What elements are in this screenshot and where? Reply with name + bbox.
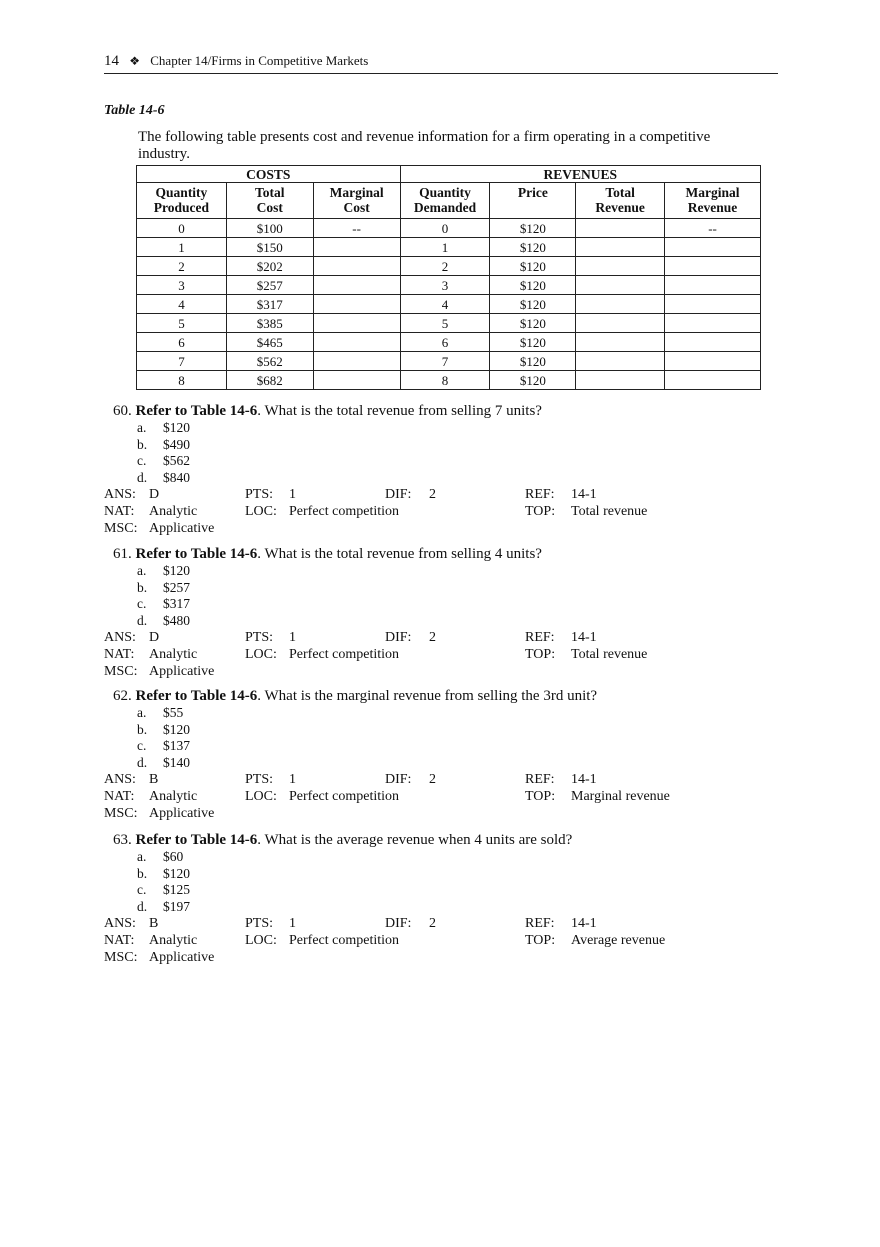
option-text: $137 (163, 738, 190, 753)
table-cell (665, 371, 761, 390)
option-text: $197 (163, 898, 190, 914)
ans-value: D (149, 630, 160, 645)
ans-value: B (149, 772, 159, 787)
option-text: $60 (163, 849, 184, 864)
running-header (104, 53, 778, 74)
diamond-separator-icon: ❖ (129, 54, 141, 68)
table-cell: 2 (137, 257, 227, 276)
option-text: $317 (163, 596, 190, 611)
msc-label: MSC: (104, 806, 138, 821)
table-cell (576, 276, 665, 295)
nat-value: Analytic (149, 933, 198, 948)
ref-label: REF: (525, 487, 555, 502)
answer-option (137, 437, 804, 454)
table-cell (665, 295, 761, 314)
table-cell: $465 (226, 333, 313, 352)
table-cell: -- (313, 219, 400, 238)
ref-value: 14-1 (571, 772, 597, 787)
dif-label: DIF: (385, 487, 412, 502)
table-cell (665, 257, 761, 276)
table-cell: -- (665, 219, 761, 238)
answer-option (137, 613, 804, 630)
answer-options (137, 705, 804, 771)
ref-label: REF: (525, 916, 555, 931)
loc-label: LOC: (245, 647, 277, 662)
top-label: TOP: (525, 647, 556, 662)
table-cell: $257 (226, 276, 313, 295)
table-cell (665, 276, 761, 295)
answer-option (137, 705, 804, 722)
column-header-line: Cost (343, 200, 370, 215)
option-letter: d. (137, 612, 148, 628)
ans-label: ANS: (104, 630, 136, 645)
question-block (104, 688, 804, 822)
table-cell (313, 276, 400, 295)
question-number: 61. (113, 546, 132, 562)
table-cell (313, 352, 400, 371)
nat-value: Analytic (149, 504, 198, 519)
option-letter: b. (137, 436, 148, 452)
table-cell (313, 333, 400, 352)
table-cell (313, 295, 400, 314)
column-header-line: Revenue (595, 200, 645, 215)
question-ref: Refer to Table 14-6 (135, 403, 258, 419)
column-header (226, 183, 313, 219)
table-row (137, 257, 761, 276)
table-row (137, 333, 761, 352)
loc-label: LOC: (245, 933, 277, 948)
table-intro: The following table presents cost and revenue information for a firm operating in a competitive industry. (138, 129, 711, 162)
dif-value: 2 (429, 772, 436, 787)
column-header (665, 183, 761, 219)
answer-option (137, 580, 804, 597)
top-label: TOP: (525, 933, 556, 948)
table-cell: 5 (400, 314, 490, 333)
table-cell (313, 314, 400, 333)
nat-value: Analytic (149, 789, 198, 804)
question-ref: Refer to Table 14-6 (135, 832, 258, 848)
ans-value: B (149, 916, 159, 931)
table-cell (665, 333, 761, 352)
option-text: $490 (163, 436, 190, 452)
table-cell: 0 (400, 219, 490, 238)
ref-value: 14-1 (571, 630, 597, 645)
table-cell: $120 (490, 352, 576, 371)
option-letter: b. (137, 579, 148, 595)
table-row (137, 352, 761, 371)
column-header (490, 183, 576, 219)
question-stem (113, 832, 813, 849)
pts-value: 1 (289, 772, 296, 787)
option-text: $480 (163, 612, 190, 628)
answer-option (137, 866, 804, 883)
ans-label: ANS: (104, 487, 136, 502)
answer-option (137, 563, 804, 580)
table-cell: $100 (226, 219, 313, 238)
column-header-line: Produced (153, 200, 210, 215)
msc-value: Applicative (149, 806, 215, 821)
answer-option (137, 420, 804, 437)
msc-value: Applicative (149, 664, 215, 679)
option-letter: c. (137, 882, 147, 897)
nat-label: NAT: (104, 504, 135, 519)
option-text: $120 (163, 420, 190, 435)
ref-label: REF: (525, 630, 555, 645)
ans-value: D (149, 487, 160, 502)
table-title: Table 14-6 (104, 103, 165, 118)
table-cell: 3 (137, 276, 227, 295)
answer-options (137, 420, 804, 486)
table-cell: $562 (226, 352, 313, 371)
loc-label: LOC: (245, 789, 277, 804)
answer-option (137, 722, 804, 739)
answer-metadata (104, 629, 804, 680)
answer-metadata (104, 771, 804, 822)
column-header (313, 183, 400, 219)
ref-value: 14-1 (571, 916, 597, 931)
table-cell: $120 (490, 257, 576, 276)
question-number: 62. (113, 688, 132, 704)
option-letter: a. (137, 420, 147, 435)
answer-option (137, 738, 804, 755)
msc-value: Applicative (149, 521, 215, 536)
table-cell (313, 238, 400, 257)
option-letter: b. (137, 721, 148, 737)
ref-value: 14-1 (571, 487, 597, 502)
pts-value: 1 (289, 916, 296, 931)
pts-label: PTS: (245, 630, 274, 645)
msc-label: MSC: (104, 521, 138, 536)
column-header (400, 183, 490, 219)
column-header-line: Revenue (687, 200, 738, 215)
table-cell: 3 (400, 276, 490, 295)
option-text: $562 (163, 453, 190, 468)
ans-label: ANS: (104, 772, 136, 787)
table-cell: $120 (490, 276, 576, 295)
column-header-line: Quantity (155, 185, 208, 200)
option-text: $140 (163, 754, 190, 770)
pts-label: PTS: (245, 772, 274, 787)
option-text: $120 (163, 865, 190, 881)
option-letter: d. (137, 469, 148, 485)
option-text: $120 (163, 721, 190, 737)
option-letter: c. (137, 453, 147, 468)
loc-label: LOC: (245, 504, 277, 519)
column-header-line: Total (605, 185, 635, 200)
answer-metadata (104, 915, 804, 966)
cost-revenue-table (136, 165, 761, 390)
dif-value: 2 (429, 916, 436, 931)
question-stem (113, 546, 813, 563)
option-letter: d. (137, 754, 148, 770)
question-block (104, 546, 804, 680)
top-value: Total revenue (571, 504, 648, 519)
answer-options (137, 563, 804, 629)
table-row (137, 371, 761, 390)
question-stem (113, 688, 813, 705)
table-cell (313, 371, 400, 390)
dif-label: DIF: (385, 772, 412, 787)
table-cell: $120 (490, 371, 576, 390)
option-letter: c. (137, 738, 147, 753)
table-row (137, 238, 761, 257)
pts-label: PTS: (245, 487, 274, 502)
column-header-line: Price (517, 185, 548, 200)
table-cell: 7 (400, 352, 490, 371)
answer-option (137, 470, 804, 487)
table-row (137, 219, 761, 238)
table-cell: $317 (226, 295, 313, 314)
answer-options (137, 849, 804, 915)
column-header (137, 183, 227, 219)
table-cell: 1 (400, 238, 490, 257)
option-text: $120 (163, 563, 190, 578)
answer-option (137, 849, 804, 866)
msc-label: MSC: (104, 664, 138, 679)
table-cell: $120 (490, 219, 576, 238)
nat-label: NAT: (104, 647, 135, 662)
loc-value: Perfect competition (289, 789, 400, 804)
option-text: $55 (163, 705, 184, 720)
table-row (137, 276, 761, 295)
column-header-line: Demanded (413, 200, 477, 215)
question-number: 60. (113, 403, 132, 419)
dif-label: DIF: (385, 916, 412, 931)
table-cell: 8 (137, 371, 227, 390)
column-header (576, 183, 665, 219)
table-row (137, 314, 761, 333)
table-cell: 4 (400, 295, 490, 314)
ref-label: REF: (525, 772, 555, 787)
column-header-line: Total (255, 185, 285, 200)
table-cell (576, 257, 665, 276)
loc-value: Perfect competition (289, 647, 400, 662)
answer-option (137, 453, 804, 470)
top-value: Total revenue (571, 647, 648, 662)
question-text: . What is the total revenue from selling 4 units? (257, 546, 542, 562)
table-cell (576, 352, 665, 371)
answer-metadata (104, 486, 804, 537)
table-cell (576, 371, 665, 390)
column-header-line: Marginal (329, 185, 384, 200)
answer-option (137, 596, 804, 613)
ans-label: ANS: (104, 916, 136, 931)
chapter-title: Chapter 14/Firms in Competitive Markets (150, 53, 369, 68)
dif-label: DIF: (385, 630, 412, 645)
question-text: . What is the average revenue when 4 units are sold? (257, 832, 573, 848)
nat-label: NAT: (104, 933, 135, 948)
table-cell (665, 314, 761, 333)
table-cell (576, 295, 665, 314)
top-label: TOP: (525, 789, 556, 804)
table-cell (576, 219, 665, 238)
msc-label: MSC: (104, 950, 138, 965)
option-letter: c. (137, 596, 147, 611)
table-cell: $120 (490, 333, 576, 352)
table-cell: 4 (137, 295, 227, 314)
group-header-costs: COSTS (137, 166, 401, 183)
question-stem (113, 403, 813, 420)
table-cell: 6 (137, 333, 227, 352)
dif-value: 2 (429, 630, 436, 645)
table-cell: $202 (226, 257, 313, 276)
table-cell: 8 (400, 371, 490, 390)
question-ref: Refer to Table 14-6 (135, 688, 258, 704)
pts-label: PTS: (245, 916, 274, 931)
table-cell: 0 (137, 219, 227, 238)
loc-value: Perfect competition (289, 504, 400, 519)
table-cell (313, 257, 400, 276)
loc-value: Perfect competition (289, 933, 400, 948)
pts-value: 1 (289, 630, 296, 645)
question-ref: Refer to Table 14-6 (135, 546, 258, 562)
option-letter: b. (137, 865, 148, 881)
option-letter: a. (137, 705, 147, 720)
top-label: TOP: (525, 504, 556, 519)
table-cell: $150 (226, 238, 313, 257)
question-block (104, 403, 804, 537)
table-row (137, 295, 761, 314)
table-cell: 7 (137, 352, 227, 371)
answer-option (137, 899, 804, 916)
option-text: $125 (163, 882, 190, 897)
table-cell: $385 (226, 314, 313, 333)
table-cell (576, 333, 665, 352)
answer-option (137, 882, 804, 899)
table-cell: 2 (400, 257, 490, 276)
page-number: 14 (104, 53, 119, 69)
option-letter: a. (137, 849, 147, 864)
table-cell (576, 238, 665, 257)
option-letter: d. (137, 898, 148, 914)
dif-value: 2 (429, 487, 436, 502)
column-header-line: Quantity (419, 185, 471, 200)
table-cell (576, 314, 665, 333)
nat-value: Analytic (149, 647, 198, 662)
msc-value: Applicative (149, 950, 215, 965)
question-text: . What is the marginal revenue from selling the 3rd unit? (257, 688, 598, 704)
column-header-line: Marginal (685, 185, 740, 200)
top-value: Marginal revenue (571, 789, 670, 804)
table-cell: $682 (226, 371, 313, 390)
top-value: Average revenue (571, 933, 666, 948)
nat-label: NAT: (104, 789, 135, 804)
option-text: $840 (163, 469, 190, 485)
table-cell: 1 (137, 238, 227, 257)
pts-value: 1 (289, 487, 296, 502)
table-cell: 5 (137, 314, 227, 333)
group-header-revenues: REVENUES (400, 166, 760, 183)
table-cell: $120 (490, 238, 576, 257)
table-cell: 6 (400, 333, 490, 352)
option-text: $257 (163, 579, 190, 595)
table-cell: $120 (490, 314, 576, 333)
question-text: . What is the total revenue from selling 7 units? (257, 403, 542, 419)
question-block (104, 832, 804, 966)
column-header-line: Cost (256, 200, 283, 215)
table-cell (665, 352, 761, 371)
option-letter: a. (137, 563, 147, 578)
table-cell: $120 (490, 295, 576, 314)
table-cell (665, 238, 761, 257)
answer-option (137, 755, 804, 772)
question-number: 63. (113, 832, 132, 848)
